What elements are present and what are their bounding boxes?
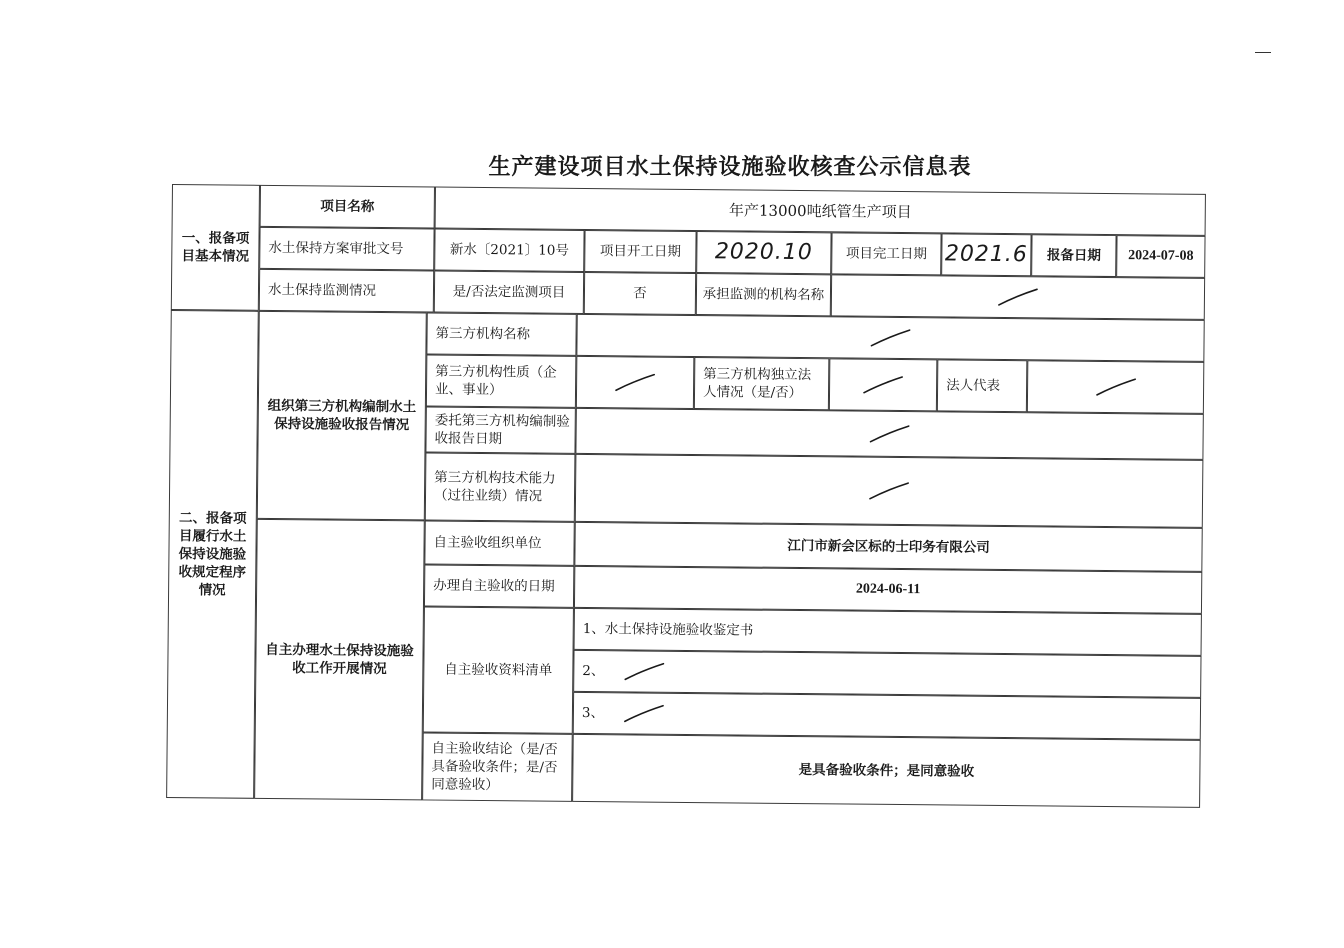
docs-item-3-number: 3、 xyxy=(581,704,605,722)
blank-slash-mark xyxy=(1093,376,1137,398)
entrust-date-value xyxy=(575,408,1203,460)
legal-rep-label: 法人代表 xyxy=(937,359,1027,412)
self-date-label: 办理自主验收的日期 xyxy=(424,564,574,607)
statutory-label: 是/否法定监测项目 xyxy=(434,271,584,314)
statutory-value: 否 xyxy=(584,272,696,315)
docs-label: 自主验收资料清单 xyxy=(423,606,574,733)
blank-slash-mark xyxy=(868,327,912,349)
third-party-legal-label: 第三方机构独立法人情况（是/否） xyxy=(694,357,829,410)
corner-mark xyxy=(1255,52,1271,53)
third-party-nature-label: 第三方机构性质（企业、事业） xyxy=(426,354,576,407)
filing-date-value: 2024-07-08 xyxy=(1116,235,1205,278)
blank-slash-mark xyxy=(861,374,905,396)
section1-heading: 一、报备项目基本情况 xyxy=(171,184,260,311)
filing-date-label: 报备日期 xyxy=(1031,234,1116,277)
start-date-value: 2020.10 xyxy=(696,231,831,274)
third-party-nature-value xyxy=(576,356,694,409)
conclusion-value: 是具备验收条件；是同意验收 xyxy=(572,734,1201,808)
project-name-label: 项目名称 xyxy=(260,185,435,229)
legal-rep-value xyxy=(1027,360,1204,414)
capability-label: 第三方机构技术能力（过往业绩）情况 xyxy=(425,452,576,521)
info-table xyxy=(166,184,1206,820)
end-date-label: 项目完工日期 xyxy=(831,232,941,275)
entrust-date-label: 委托第三方机构编制验收报告日期 xyxy=(425,406,575,453)
blank-slash-mark xyxy=(867,480,911,502)
docs-item-3 xyxy=(573,692,1201,740)
self-group: 自主办理水土保持设施验收工作开展情况 xyxy=(254,519,425,801)
page-title: 生产建设项目水土保持设施验收核查公示信息表 xyxy=(488,154,972,180)
conclusion-label: 自主验收结论（是/否具备验收条件；是/否同意验收） xyxy=(422,732,573,801)
approval-no-label: 水土保持方案审批文号 xyxy=(259,227,434,271)
org-unit-value: 江门市新会区标的士印务有限公司 xyxy=(574,522,1202,572)
blank-slash-mark xyxy=(613,371,657,393)
approval-no-value: 新水〔2021〕10号 xyxy=(434,229,584,272)
third-party-name-value xyxy=(576,314,1204,362)
blank-slash-mark xyxy=(996,286,1040,308)
docs-item-2 xyxy=(573,650,1201,698)
third-party-legal-value xyxy=(829,358,937,411)
docs-item-1: 1、水土保持设施验收鉴定书 xyxy=(574,608,1202,656)
docs-item-2-number: 2、 xyxy=(582,662,605,680)
monitor-org-label: 承担监测的机构名称 xyxy=(696,273,831,316)
section2-heading: 二、报备项目履行水土保持设施验收规定程序情况 xyxy=(166,310,259,799)
blank-slash-mark xyxy=(622,702,666,724)
end-date-value: 2021.6 xyxy=(941,233,1031,276)
self-date-value: 2024-06-11 xyxy=(574,566,1202,614)
project-name-value: 年产13000吨纸管生产项目 xyxy=(435,187,1206,236)
third-party-name-label: 第三方机构名称 xyxy=(426,312,576,355)
capability-value xyxy=(575,454,1204,528)
org-unit-label: 自主验收组织单位 xyxy=(424,520,574,565)
third-party-group: 组织第三方机构编制水土保持设施验收报告情况 xyxy=(257,311,427,521)
monitoring-label: 水土保持监测情况 xyxy=(259,269,434,313)
blank-slash-mark xyxy=(868,423,912,445)
blank-slash-mark xyxy=(622,660,666,682)
start-date-label: 项目开工日期 xyxy=(584,230,696,273)
monitor-org-value xyxy=(831,274,1205,320)
